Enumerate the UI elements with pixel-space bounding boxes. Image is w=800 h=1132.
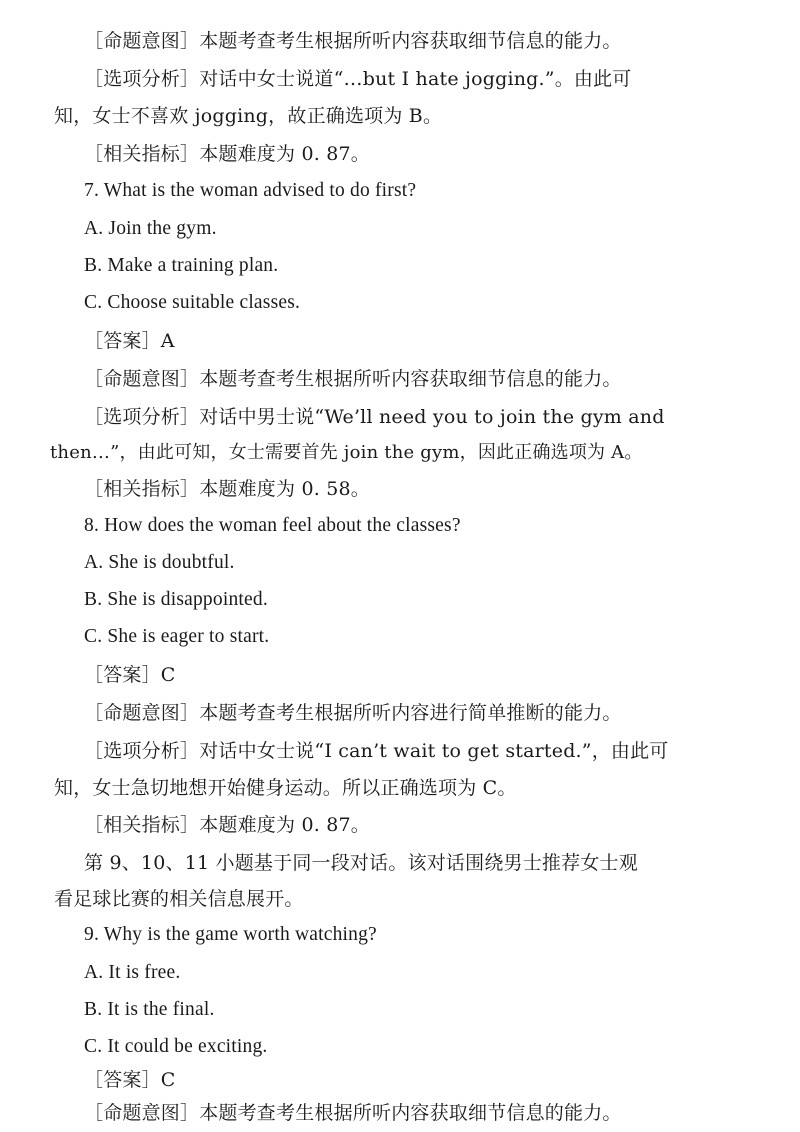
text-line: ［命题意图］本题考查考生根据所听内容获取细节信息的能力。: [84, 30, 622, 52]
option-b: B. It is the final.: [84, 999, 215, 1020]
answer-line: ［答案］A: [84, 330, 175, 352]
text-line: ［选项分析］对话中男士说“We’ll need you to join the gym and: [84, 406, 665, 428]
text-line: ［相关指标］本题难度为 0. 58。: [84, 478, 370, 500]
text-line: 第 9、10、11 小题基于同一段对话。该对话围绕男士推荐女士观: [84, 852, 638, 874]
text-line: 看足球比赛的相关信息展开。: [54, 888, 304, 910]
text-line: 知，女士不喜欢 jogging，故正确选项为 B。: [54, 105, 443, 127]
text-line: ［命题意图］本题考查考生根据所听内容进行简单推断的能力。: [84, 702, 622, 724]
text-line: ［相关指标］本题难度为 0. 87。: [84, 814, 370, 836]
question-stem: 8. How does the woman feel about the classes?: [84, 515, 461, 536]
text-line: then…”，由此可知，女士需要首先 join the gym，因此正确选项为 A。: [50, 442, 643, 463]
text-line: ［相关指标］本题难度为 0. 87。: [84, 143, 370, 165]
text-line: 知，女士急切地想开始健身运动。所以正确选项为 C。: [54, 777, 517, 799]
text-line: ［选项分析］对话中女士说“I can’t wait to get started.”，由此可: [84, 740, 669, 762]
answer-line: ［答案］C: [84, 664, 176, 686]
text-line: ［命题意图］本题考查考生根据所听内容获取细节信息的能力。: [84, 368, 622, 390]
answer-line: ［答案］C: [84, 1069, 176, 1091]
option-b: B. She is disappointed.: [84, 589, 268, 610]
option-b: B. Make a training plan.: [84, 255, 279, 276]
option-c: C. It could be exciting.: [84, 1036, 268, 1057]
option-c: C. She is eager to start.: [84, 626, 270, 647]
question-stem: 7. What is the woman advised to do first?: [84, 180, 417, 201]
option-a: A. It is free.: [84, 962, 181, 983]
option-a: A. Join the gym.: [84, 218, 217, 239]
text-line: ［选项分析］对话中女士说道“…but I hate jogging.”。由此可: [84, 68, 632, 90]
option-a: A. She is doubtful.: [84, 552, 235, 573]
question-stem: 9. Why is the game worth watching?: [84, 924, 377, 945]
option-c: C. Choose suitable classes.: [84, 292, 301, 313]
text-line: ［命题意图］本题考查考生根据所听内容获取细节信息的能力。: [84, 1102, 622, 1124]
